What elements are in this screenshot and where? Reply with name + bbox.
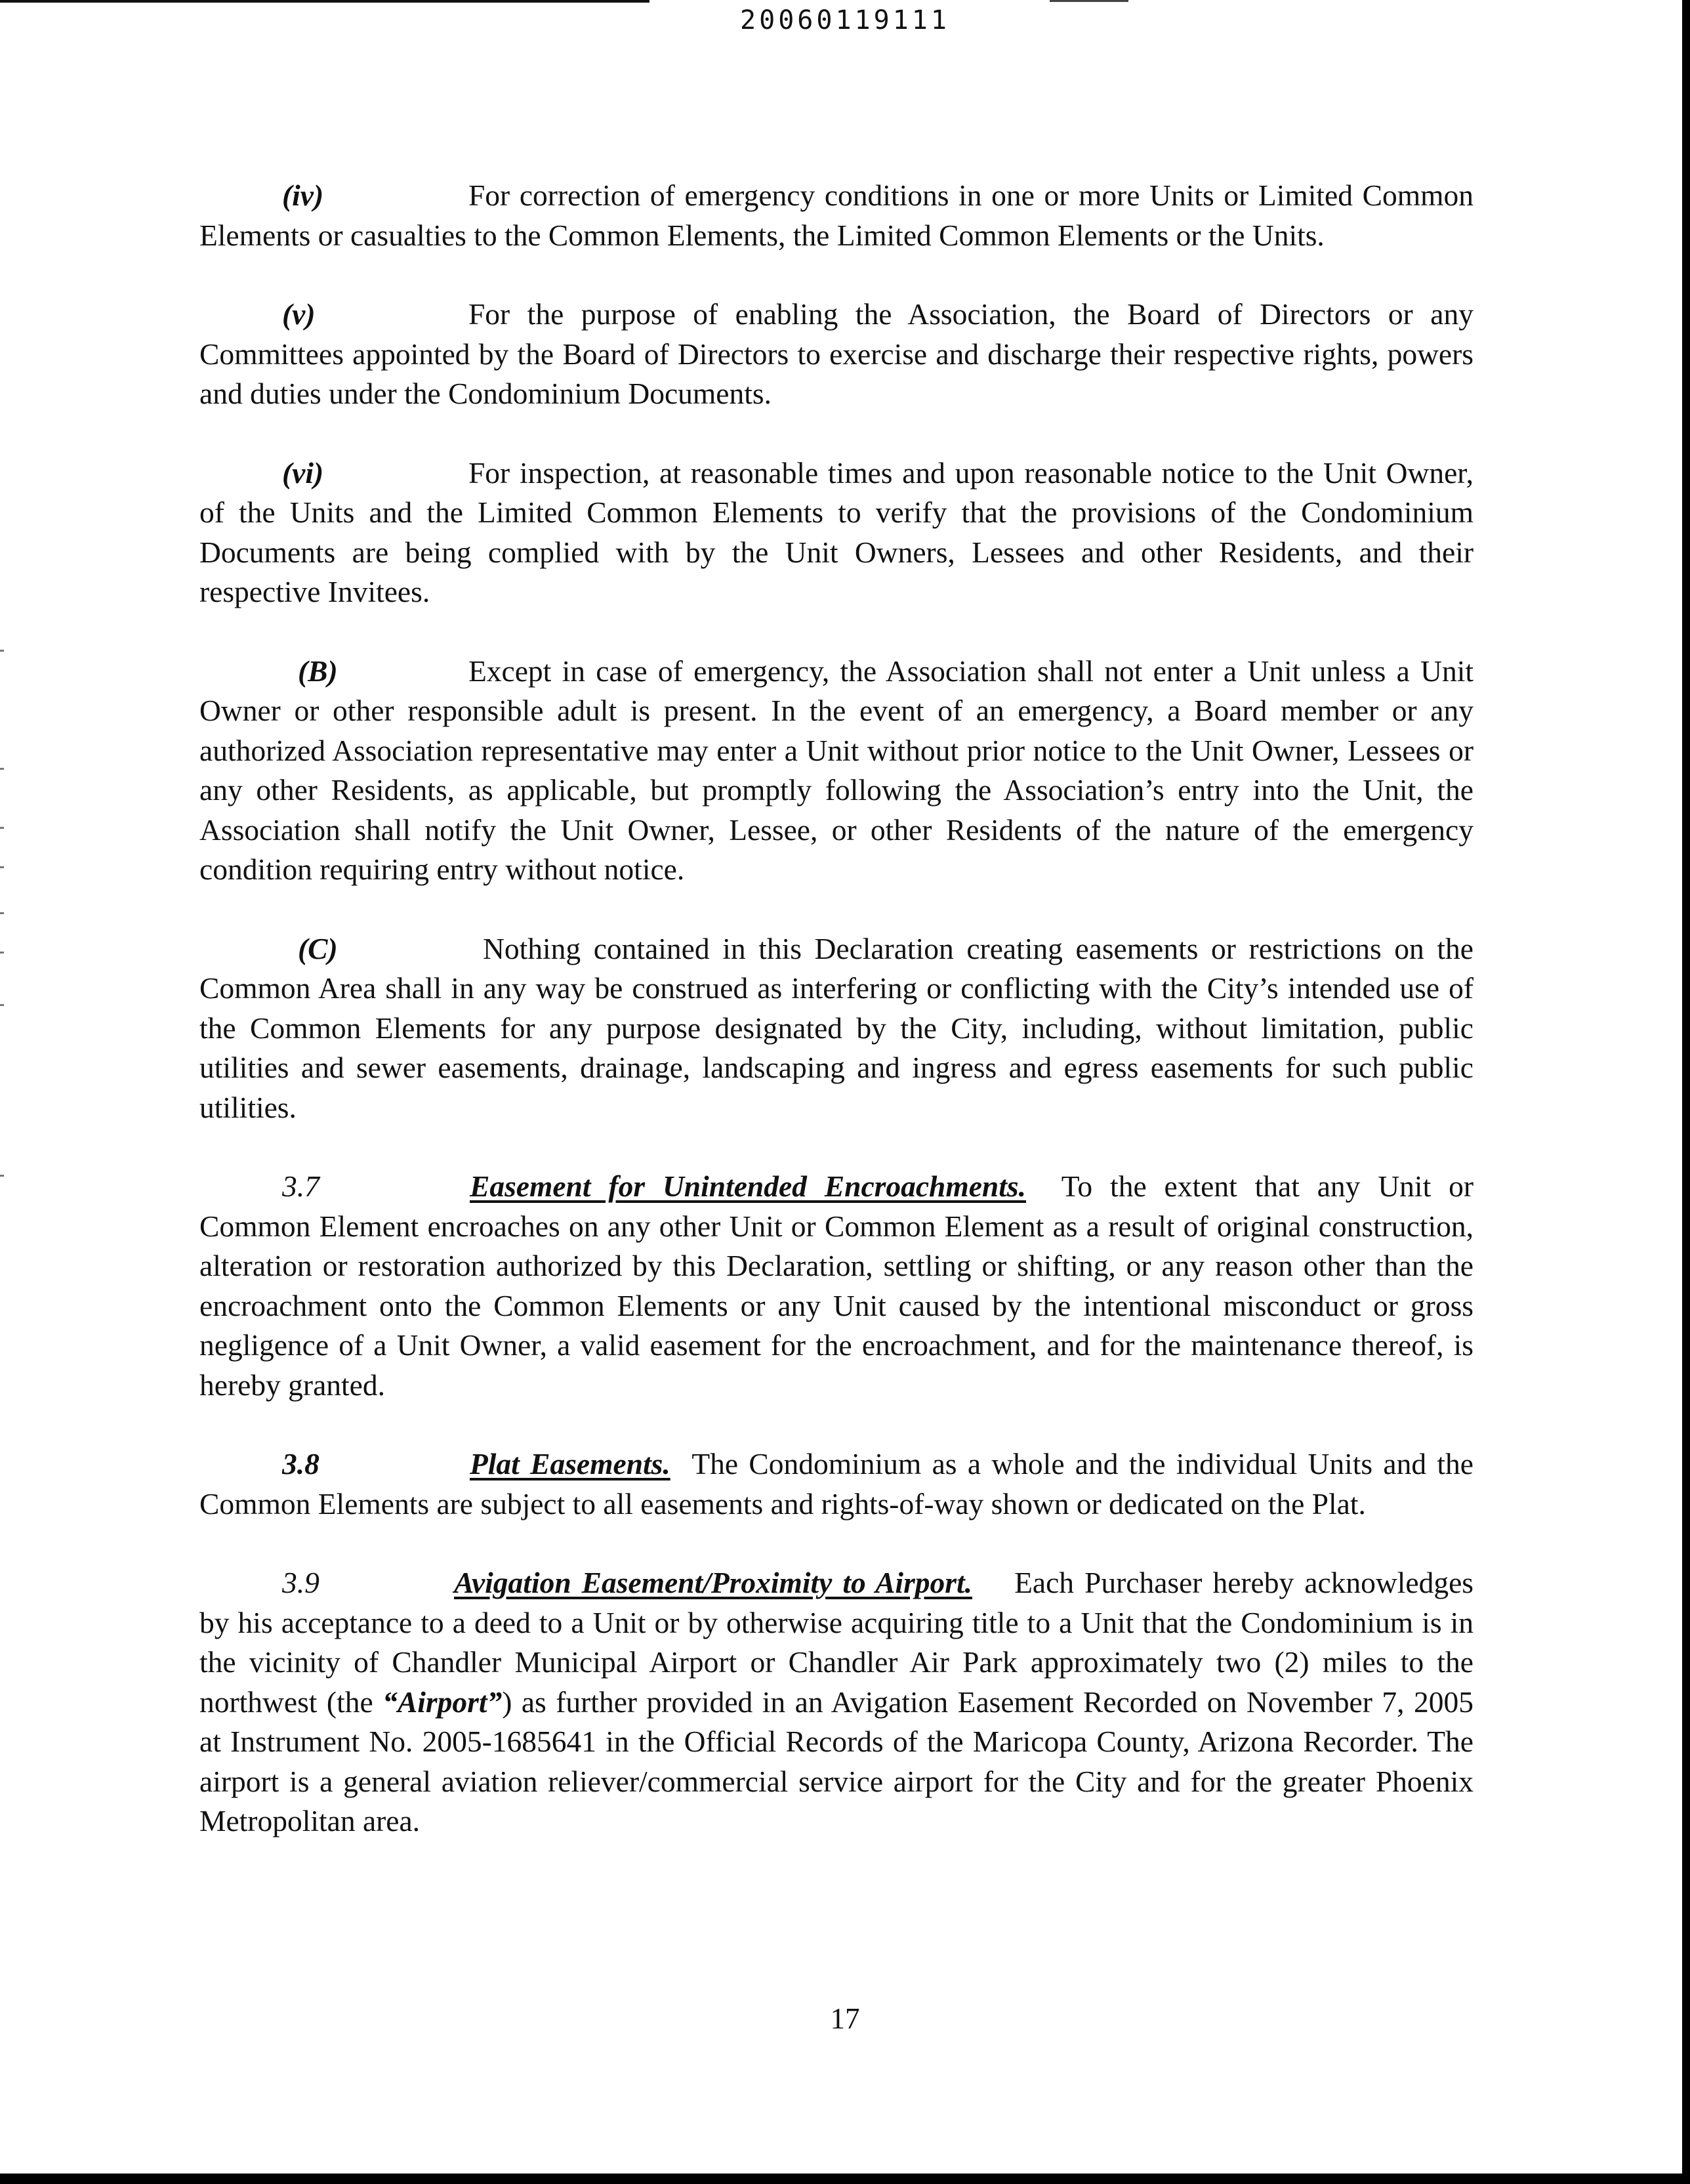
top-scan-rule bbox=[0, 0, 649, 3]
edge-mark bbox=[0, 768, 4, 770]
section-text: Each Purchaser hereby acknowledges by his acceptance to a deed to a Unit or by otherwise acquiring title to a Unit that the Condominium is in the vicinity of Chandler Municipal Airport or Chandler Air Park approximately two (2) miles to the northwest (the bbox=[199, 1566, 1474, 1719]
section-heading: Easement for Unintended Encroachments. bbox=[470, 1169, 1026, 1203]
paragraph-iv bbox=[199, 176, 1474, 255]
section-heading: Avigation Easement/Proximity to Airport. bbox=[454, 1566, 973, 1599]
paragraph-label: (vi) bbox=[282, 455, 324, 490]
section-text: The Condominium as a whole and the individual Units and the Common Elements are subject to all easements and rights-of-way shown or dedicated on the Plat. bbox=[199, 1447, 1474, 1521]
paragraph-text: Except in case of emergency, the Association shall not enter a Unit unless a Unit Owner or other responsible adult is present. In the event of an emergency, a Board member or any authorized Association representative may enter a Unit without prior notice to the Unit Owner, Lessees or any other Residents, as applicable, but promptly following the Association’s entry into the Unit, the Association shall notify the Unit Owner, Lessee, or other Residents of the nature of the emergency condition requiring entry without notice. bbox=[199, 654, 1474, 886]
document-body bbox=[199, 176, 1474, 1841]
paragraph-label: (C) bbox=[298, 931, 338, 965]
paragraph-vi bbox=[199, 453, 1474, 612]
section-3-8 bbox=[199, 1444, 1474, 1524]
section-heading: Plat Easements. bbox=[470, 1447, 670, 1480]
paragraph-text: For correction of emergency conditions in one or more Units or Limited Common Elements or casualties to the Common Elements, the Limited Common Elements or the Units. bbox=[199, 178, 1474, 252]
edge-mark bbox=[0, 650, 4, 652]
paragraph-label: (B) bbox=[298, 654, 338, 688]
bottom-scan-border bbox=[0, 2174, 1690, 2184]
paragraph-v bbox=[199, 295, 1474, 414]
defined-term-airport: “Airport” bbox=[382, 1685, 503, 1719]
paragraph-text: For the purpose of enabling the Association, the Board of Directors or any Committees appointed by the Board of Directors to exercise and discharge their respective rights, powers and duties under the Condominium Documents. bbox=[199, 297, 1474, 410]
edge-mark bbox=[0, 866, 4, 868]
edge-mark bbox=[0, 827, 4, 829]
paragraph-b bbox=[199, 652, 1474, 890]
section-text: To the extent that any Unit or Common Element encroaches on any other Unit or Common Element as a result of original construction, alteration or restoration authorized by this Declaration, settling or shifting, or any reason other than the encroachment onto the Common Elements or any Unit caused by the intentional misconduct or gross negligence of a Unit Owner, a valid easement for the encroachment, and for the maintenance thereof, is hereby granted. bbox=[199, 1169, 1474, 1402]
paragraph-label: (iv) bbox=[282, 178, 324, 212]
paragraph-text: Nothing contained in this Declaration creating easements or restrictions on the Common Area shall in any way be construed as interfering or conflicting with the City’s intended use of the Common Elements for any purpose designated by the City, including, without limitation, public utilities and sewer easements, drainage, landscaping and ingress and egress easements for such public utilities. bbox=[199, 931, 1474, 1124]
paragraph-text: For inspection, at reasonable times and upon reasonable notice to the Unit Owner, of the Units and the Limited Common Elements to verify that the provisions of the Condominium Documents are being complied with by the Unit Owners, Lessees and other Residents, and their respective Invitees. bbox=[199, 455, 1474, 608]
paragraph-c bbox=[199, 929, 1474, 1128]
edge-mark bbox=[0, 912, 4, 914]
section-number: 3.7 bbox=[282, 1169, 319, 1203]
edge-mark bbox=[0, 1175, 4, 1177]
section-number: 3.8 bbox=[282, 1447, 319, 1480]
recording-number: 20060119111 bbox=[740, 5, 950, 35]
edge-mark bbox=[0, 952, 4, 954]
top-scan-rule-fragment bbox=[1050, 0, 1128, 2]
section-text-continued: ) as further provided in an Avigation Easement Recorded on November 7, 2005 at Instrument No. 2005-1685641 in the Official Records of the Maricopa County, Arizona Recorder. The airport is a general aviation reliever/commercial service airport for the City and for the greater Phoenix Metropolitan area. bbox=[199, 1685, 1474, 1838]
page-number: 17 bbox=[830, 2002, 860, 2035]
section-3-7 bbox=[199, 1167, 1474, 1405]
section-number: 3.9 bbox=[282, 1566, 319, 1599]
section-3-9 bbox=[199, 1563, 1474, 1841]
right-scan-border bbox=[1682, 0, 1690, 2184]
paragraph-label: (v) bbox=[282, 297, 316, 331]
edge-mark bbox=[0, 1004, 4, 1006]
